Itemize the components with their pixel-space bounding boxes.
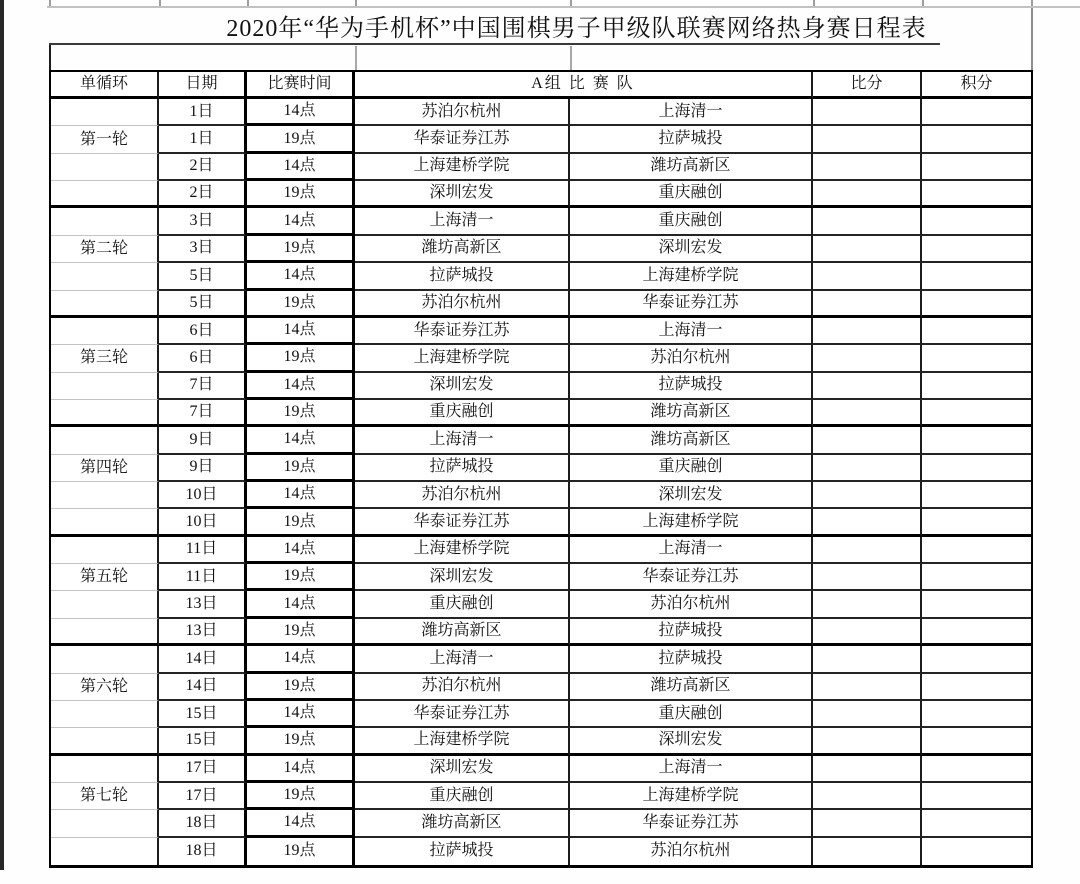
- team2-cell: 苏泊尔杭州: [570, 838, 813, 865]
- page-title: 2020年“华为手机杯”中国围棋男子甲级队联赛网络热身赛日程表: [49, 7, 940, 45]
- time-cell: 19点: [247, 674, 355, 701]
- col-header-points: 积分: [922, 72, 1031, 99]
- round-label-cell: [51, 509, 159, 536]
- round-label-cell: 第三轮: [51, 345, 159, 372]
- round-label-cell: 第一轮: [51, 126, 159, 153]
- round-label-cell: 第二轮: [51, 236, 159, 263]
- team1-cell: 苏泊尔杭州: [355, 99, 570, 126]
- date-cell: 2日: [159, 154, 247, 181]
- round-label-cell: [51, 427, 159, 454]
- schedule-grid: [49, 70, 1033, 868]
- table-right-edge-line: [1031, 8, 1033, 70]
- team2-cell: 上海清一: [570, 756, 813, 783]
- score-cell: [813, 810, 922, 837]
- team2-cell: 重庆融创: [570, 208, 813, 235]
- score-cell: [813, 318, 922, 345]
- date-cell: 7日: [159, 400, 247, 427]
- round-label-cell: [51, 482, 159, 509]
- points-cell: [922, 263, 1031, 290]
- points-cell: [922, 619, 1031, 646]
- points-cell: [922, 646, 1031, 673]
- round-label-cell: [51, 99, 159, 126]
- points-cell: [922, 181, 1031, 208]
- team1-cell: 上海清一: [355, 646, 570, 673]
- team1-cell: 重庆融创: [355, 400, 570, 427]
- score-cell: [813, 756, 922, 783]
- team2-cell: 上海建桥学院: [570, 783, 813, 810]
- time-cell: 19点: [247, 181, 355, 208]
- team1-cell: 苏泊尔杭州: [355, 674, 570, 701]
- time-cell: 19点: [247, 838, 355, 865]
- time-cell: 19点: [247, 619, 355, 646]
- team2-cell: 深圳宏发: [570, 728, 813, 755]
- time-cell: 14点: [247, 646, 355, 673]
- col-header-score: 比分: [813, 72, 922, 99]
- round-label-cell: [51, 591, 159, 618]
- date-cell: 10日: [159, 509, 247, 536]
- score-cell: [813, 345, 922, 372]
- team1-cell: 苏泊尔杭州: [355, 291, 570, 318]
- round-label-cell: [51, 291, 159, 318]
- date-cell: 18日: [159, 838, 247, 865]
- score-cell: [813, 99, 922, 126]
- col-header-date: 日期: [159, 72, 247, 99]
- points-cell: [922, 208, 1031, 235]
- time-cell: 14点: [247, 208, 355, 235]
- date-cell: 13日: [159, 619, 247, 646]
- time-cell: 14点: [247, 373, 355, 400]
- round-label-cell: [51, 181, 159, 208]
- time-cell: 19点: [247, 345, 355, 372]
- team1-cell: 潍坊高新区: [355, 236, 570, 263]
- points-cell: [922, 482, 1031, 509]
- team2-cell: 潍坊高新区: [570, 427, 813, 454]
- date-cell: 15日: [159, 728, 247, 755]
- team1-cell: 拉萨城投: [355, 263, 570, 290]
- round-label-cell: [51, 318, 159, 345]
- date-cell: 5日: [159, 291, 247, 318]
- points-cell: [922, 154, 1031, 181]
- points-cell: [922, 291, 1031, 318]
- team1-cell: 上海建桥学院: [355, 154, 570, 181]
- round-label-cell: [51, 619, 159, 646]
- time-cell: 19点: [247, 728, 355, 755]
- date-cell: 3日: [159, 208, 247, 235]
- team2-cell: 重庆融创: [570, 181, 813, 208]
- round-label-cell: [51, 728, 159, 755]
- round-label-cell: [51, 263, 159, 290]
- gap-row-gridline: [570, 46, 572, 70]
- top-tick: [813, 0, 815, 6]
- team1-cell: 重庆融创: [355, 783, 570, 810]
- table-left-edge-line: [49, 45, 51, 70]
- date-cell: 2日: [159, 181, 247, 208]
- score-cell: [813, 701, 922, 728]
- time-cell: 19点: [247, 236, 355, 263]
- time-cell: 14点: [247, 810, 355, 837]
- team2-cell: 深圳宏发: [570, 236, 813, 263]
- team2-cell: 华泰证券江苏: [570, 291, 813, 318]
- time-cell: 19点: [247, 509, 355, 536]
- score-cell: [813, 126, 922, 153]
- time-cell: 19点: [247, 400, 355, 427]
- top-tick: [1031, 0, 1033, 6]
- round-label-cell: [51, 537, 159, 564]
- time-cell: 14点: [247, 154, 355, 181]
- date-cell: 9日: [159, 455, 247, 482]
- team1-cell: 上海建桥学院: [355, 345, 570, 372]
- score-cell: [813, 509, 922, 536]
- team1-cell: 拉萨城投: [355, 455, 570, 482]
- date-cell: 11日: [159, 564, 247, 591]
- team1-cell: 苏泊尔杭州: [355, 482, 570, 509]
- round-label-cell: 第六轮: [51, 674, 159, 701]
- score-cell: [813, 208, 922, 235]
- score-cell: [813, 646, 922, 673]
- score-cell: [813, 537, 922, 564]
- score-cell: [813, 591, 922, 618]
- team2-cell: 重庆融创: [570, 701, 813, 728]
- round-label-cell: [51, 756, 159, 783]
- date-cell: 9日: [159, 427, 247, 454]
- team1-cell: 华泰证券江苏: [355, 701, 570, 728]
- team1-cell: 深圳宏发: [355, 373, 570, 400]
- points-cell: [922, 591, 1031, 618]
- team1-cell: 重庆融创: [355, 591, 570, 618]
- scan-edge-bar: [0, 0, 4, 870]
- score-cell: [813, 263, 922, 290]
- team1-cell: 华泰证券江苏: [355, 318, 570, 345]
- date-cell: 6日: [159, 345, 247, 372]
- round-label-cell: [51, 810, 159, 837]
- team2-cell: 苏泊尔杭州: [570, 345, 813, 372]
- team1-cell: 上海建桥学院: [355, 537, 570, 564]
- top-tick: [247, 0, 249, 6]
- team2-cell: 潍坊高新区: [570, 674, 813, 701]
- round-label-cell: [51, 701, 159, 728]
- date-cell: 17日: [159, 783, 247, 810]
- col-header-teams: A组 比 赛 队: [355, 72, 813, 99]
- time-cell: 19点: [247, 126, 355, 153]
- score-cell: [813, 154, 922, 181]
- col-header-round: 单循环: [51, 72, 159, 99]
- date-cell: 14日: [159, 674, 247, 701]
- points-cell: [922, 400, 1031, 427]
- round-label-cell: 第五轮: [51, 564, 159, 591]
- team1-cell: 潍坊高新区: [355, 810, 570, 837]
- points-cell: [922, 674, 1031, 701]
- team1-cell: 上海清一: [355, 208, 570, 235]
- points-cell: [922, 728, 1031, 755]
- time-cell: 14点: [247, 537, 355, 564]
- time-cell: 14点: [247, 99, 355, 126]
- score-cell: [813, 181, 922, 208]
- score-cell: [813, 455, 922, 482]
- team1-cell: 深圳宏发: [355, 181, 570, 208]
- team1-cell: 深圳宏发: [355, 756, 570, 783]
- points-cell: [922, 509, 1031, 536]
- team2-cell: 上海清一: [570, 318, 813, 345]
- round-label-cell: 第七轮: [51, 783, 159, 810]
- team2-cell: 深圳宏发: [570, 482, 813, 509]
- gap-row-gridline: [355, 46, 357, 70]
- points-cell: [922, 810, 1031, 837]
- score-cell: [813, 482, 922, 509]
- time-cell: 14点: [247, 591, 355, 618]
- points-cell: [922, 99, 1031, 126]
- team2-cell: 拉萨城投: [570, 646, 813, 673]
- team2-cell: 上海清一: [570, 537, 813, 564]
- score-cell: [813, 236, 922, 263]
- points-cell: [922, 756, 1031, 783]
- team2-cell: 上海建桥学院: [570, 509, 813, 536]
- points-cell: [922, 126, 1031, 153]
- points-cell: [922, 455, 1031, 482]
- team2-cell: 潍坊高新区: [570, 400, 813, 427]
- team1-cell: 华泰证券江苏: [355, 126, 570, 153]
- team1-cell: 上海建桥学院: [355, 728, 570, 755]
- points-cell: [922, 783, 1031, 810]
- round-label-cell: 第四轮: [51, 455, 159, 482]
- round-label-cell: [51, 646, 159, 673]
- team2-cell: 上海建桥学院: [570, 263, 813, 290]
- team1-cell: 华泰证券江苏: [355, 509, 570, 536]
- score-cell: [813, 291, 922, 318]
- points-cell: [922, 373, 1031, 400]
- time-cell: 19点: [247, 291, 355, 318]
- team2-cell: 上海清一: [570, 99, 813, 126]
- time-cell: 14点: [247, 427, 355, 454]
- top-tick: [355, 0, 357, 6]
- team1-cell: 上海清一: [355, 427, 570, 454]
- date-cell: 18日: [159, 810, 247, 837]
- team2-cell: 华泰证券江苏: [570, 810, 813, 837]
- team2-cell: 华泰证券江苏: [570, 564, 813, 591]
- score-cell: [813, 427, 922, 454]
- date-cell: 15日: [159, 701, 247, 728]
- round-label-cell: [51, 208, 159, 235]
- score-cell: [813, 783, 922, 810]
- score-cell: [813, 674, 922, 701]
- points-cell: [922, 236, 1031, 263]
- team2-cell: 苏泊尔杭州: [570, 591, 813, 618]
- score-cell: [813, 373, 922, 400]
- date-cell: 13日: [159, 591, 247, 618]
- team1-cell: 拉萨城投: [355, 838, 570, 865]
- date-cell: 6日: [159, 318, 247, 345]
- time-cell: 19点: [247, 564, 355, 591]
- team2-cell: 拉萨城投: [570, 373, 813, 400]
- date-cell: 14日: [159, 646, 247, 673]
- top-tick: [922, 0, 924, 6]
- date-cell: 17日: [159, 756, 247, 783]
- points-cell: [922, 345, 1031, 372]
- score-cell: [813, 400, 922, 427]
- score-cell: [813, 838, 922, 865]
- time-cell: 14点: [247, 756, 355, 783]
- time-cell: 19点: [247, 783, 355, 810]
- time-cell: 19点: [247, 455, 355, 482]
- top-tick: [570, 0, 572, 6]
- team2-cell: 潍坊高新区: [570, 154, 813, 181]
- date-cell: 3日: [159, 236, 247, 263]
- team2-cell: 拉萨城投: [570, 619, 813, 646]
- team1-cell: 潍坊高新区: [355, 619, 570, 646]
- round-label-cell: [51, 400, 159, 427]
- team2-cell: 拉萨城投: [570, 126, 813, 153]
- date-cell: 1日: [159, 99, 247, 126]
- date-cell: 5日: [159, 263, 247, 290]
- team1-cell: 深圳宏发: [355, 564, 570, 591]
- time-cell: 14点: [247, 263, 355, 290]
- date-cell: 11日: [159, 537, 247, 564]
- col-header-time: 比赛时间: [247, 72, 355, 99]
- round-label-cell: [51, 838, 159, 865]
- time-cell: 14点: [247, 701, 355, 728]
- points-cell: [922, 427, 1031, 454]
- score-cell: [813, 564, 922, 591]
- time-cell: 14点: [247, 318, 355, 345]
- date-cell: 1日: [159, 126, 247, 153]
- round-label-cell: [51, 373, 159, 400]
- points-cell: [922, 701, 1031, 728]
- round-label-cell: [51, 154, 159, 181]
- points-cell: [922, 838, 1031, 865]
- score-cell: [813, 728, 922, 755]
- team2-cell: 重庆融创: [570, 455, 813, 482]
- points-cell: [922, 537, 1031, 564]
- points-cell: [922, 318, 1031, 345]
- points-cell: [922, 564, 1031, 591]
- score-cell: [813, 619, 922, 646]
- top-tick: [159, 0, 161, 6]
- date-cell: 10日: [159, 482, 247, 509]
- date-cell: 7日: [159, 373, 247, 400]
- time-cell: 14点: [247, 482, 355, 509]
- top-tick: [49, 0, 51, 6]
